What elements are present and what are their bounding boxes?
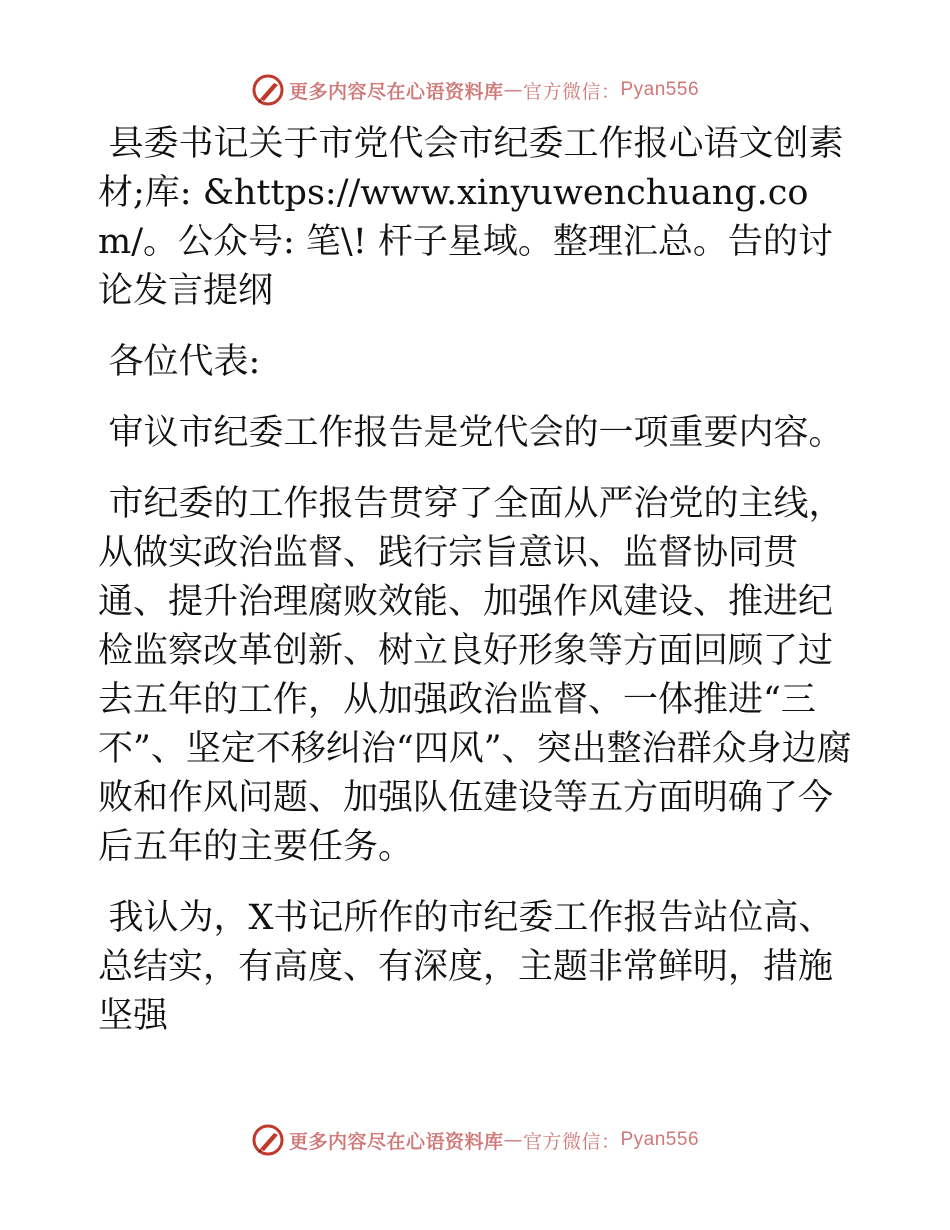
watermark-separator: — — [503, 1129, 523, 1151]
watermark-official-label: 官方微信： — [522, 80, 621, 103]
paragraph-1: 审议市纪委工作报告是党代会的一项重要内容。 — [108, 413, 844, 453]
watermark-banner-bottom — [0, 1120, 950, 1160]
watermark-wechat-id: Pyan556 — [620, 79, 700, 100]
document-body — [98, 120, 858, 1063]
document-title: 县委书记关于市党代会市纪委工作报心语文创素材;库: &https://www.xinyuwenchuang.com/。公众号: 笔\! 杆子星域。整理汇总。告的讨论发言提纲 — [98, 124, 844, 311]
watermark-wechat-id: Pyan556 — [620, 1129, 700, 1150]
paragraph-3: 我认为，X书记所作的市纪委工作报告站位高、总结实，有高度、有深度，主题非常鲜明，措施坚强 — [98, 898, 834, 1036]
paragraph-2: 市纪委的工作报告贯穿了全面从严治党的主线，从做实政治监督、践行宗旨意识、监督协同贯通、提升治理腐败效能、加强作风建设、推进纪检监察改革创新、树立良好形象等方面回顾了过去五年的工作，从加强政治监督、一体推进“三不”、坚定不移纠治“四风”、突出整治群众身边腐败和作风问题、加强队伍建设等五方面明确了今后五年的主要任务。 — [98, 484, 852, 867]
pen-logo-icon — [251, 73, 285, 107]
pen-logo-icon — [251, 1123, 285, 1157]
watermark-banner-top — [0, 70, 950, 110]
watermark-separator: — — [503, 79, 523, 101]
watermark-brand: 更多内容尽在心语资料库 — [288, 80, 504, 103]
watermark-brand: 更多内容尽在心语资料库 — [288, 1130, 504, 1153]
watermark-official-label: 官方微信： — [522, 1130, 621, 1153]
greeting: 各位代表: — [108, 342, 261, 382]
